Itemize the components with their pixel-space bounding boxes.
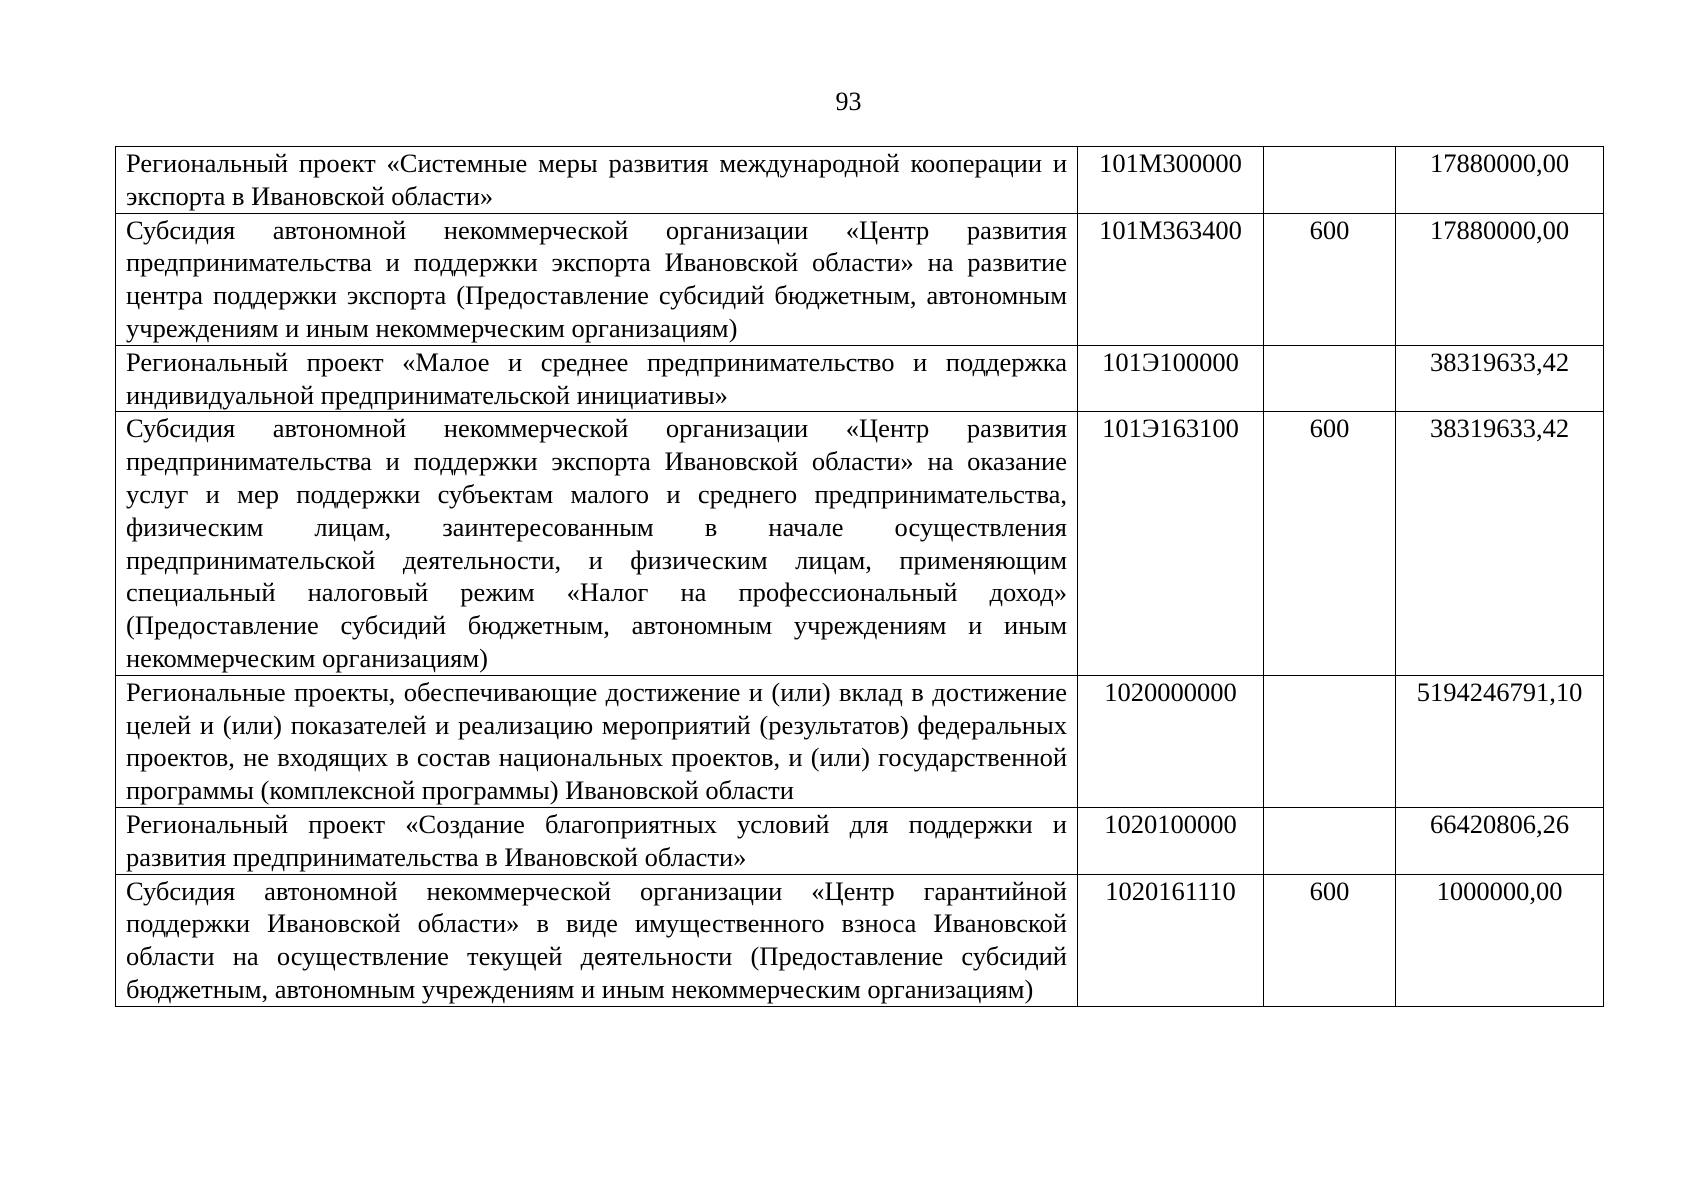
table-row — [116, 874, 1604, 1006]
expense-type-cell: 600 — [1264, 874, 1396, 1006]
target-code-cell: 101М300000 — [1078, 147, 1264, 214]
amount-cell: 5194246791,10 — [1396, 675, 1604, 807]
table-row — [116, 213, 1604, 345]
expense-type-cell: 600 — [1264, 213, 1396, 345]
page-number: 93 — [835, 87, 862, 116]
amount-cell: 1000000,00 — [1396, 874, 1604, 1006]
table-row — [116, 675, 1604, 807]
amount-cell: 66420806,26 — [1396, 807, 1604, 874]
row-name-cell: Региональный проект «Малое и среднее предпринимательство и поддержка индивидуальной предпринимательской инициативы» — [116, 345, 1078, 412]
expense-type-cell — [1264, 675, 1396, 807]
table-row — [116, 807, 1604, 874]
target-code-cell: 101Э100000 — [1078, 345, 1264, 412]
target-code-cell: 1020100000 — [1078, 807, 1264, 874]
amount-cell: 17880000,00 — [1396, 147, 1604, 214]
row-name-cell: Субсидия автономной некоммерческой организации «Центр гарантийной поддержки Ивановской области» в виде имущественного взноса Ивановской области на осуществление текущей деятельности (Предоставление субсидий бюджетным, автономным учреждениям и иным некоммерческим организациям) — [116, 874, 1078, 1006]
row-name-cell: Субсидия автономной некоммерческой организации «Центр развития предпринимательства и поддержки экспорта Ивановской области» на оказание услуг и мер поддержки субъектам малого и среднего предпринимательства, физическим лицам, заинтересованным в начале осуществления предпринимательской деятельности, и физическим лицам, применяющим специальный налоговый режим «Налог на профессиональный доход» (Предоставление субсидий бюджетным, автономным учреждениям и иным некоммерческим организациям) — [116, 412, 1078, 675]
row-name-cell: Субсидия автономной некоммерческой организации «Центр развития предпринимательства и поддержки экспорта Ивановской области» на развитие центра поддержки экспорта (Предоставление субсидий бюджетным, автономным учреждениям и иным некоммерческим организациям) — [116, 213, 1078, 345]
table-row — [116, 412, 1604, 675]
budget-table — [115, 146, 1604, 1007]
target-code-cell: 101Э163100 — [1078, 412, 1264, 675]
amount-cell: 17880000,00 — [1396, 213, 1604, 345]
row-name-cell: Региональный проект «Создание благоприятных условий для поддержки и развития предпринимательства в Ивановской области» — [116, 807, 1078, 874]
expense-type-cell — [1264, 147, 1396, 214]
table-row — [116, 345, 1604, 412]
expense-type-cell — [1264, 807, 1396, 874]
target-code-cell: 1020161110 — [1078, 874, 1264, 1006]
amount-cell: 38319633,42 — [1396, 345, 1604, 412]
table-row — [116, 147, 1604, 214]
expense-type-cell — [1264, 345, 1396, 412]
amount-cell: 38319633,42 — [1396, 412, 1604, 675]
target-code-cell: 1020000000 — [1078, 675, 1264, 807]
row-name-cell: Региональный проект «Системные меры развития международной кооперации и экспорта в Ивановской области» — [116, 147, 1078, 214]
target-code-cell: 101М363400 — [1078, 213, 1264, 345]
row-name-cell: Региональные проекты, обеспечивающие достижение и (или) вклад в достижение целей и (или) показателей и реализацию мероприятий (результатов) федеральных проектов, не входящих в состав национальных проектов, и (или) государственной программы (комплексной программы) Ивановской области — [116, 675, 1078, 807]
expense-type-cell: 600 — [1264, 412, 1396, 675]
